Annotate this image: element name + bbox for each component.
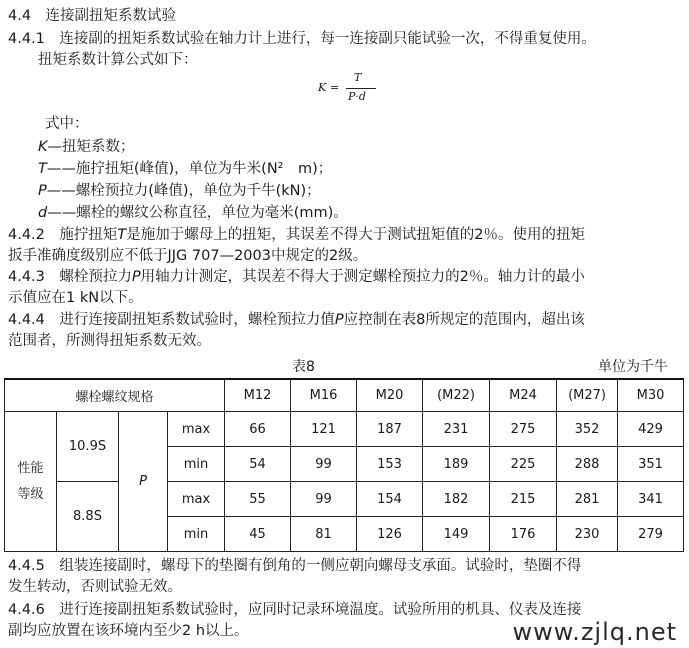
- column-header: M20: [357, 379, 423, 412]
- table-cell: 66: [225, 412, 291, 447]
- site-watermark: www.zjlq.net: [509, 618, 682, 646]
- table-unit: 单位为千牛: [598, 359, 668, 375]
- paragraph-4-4-4-pre: 4.4.4 进行连接副扭矩系数试验时，螺栓预拉力值: [8, 312, 335, 328]
- grade-label: 10.9S: [57, 412, 119, 482]
- table-cell: 429: [618, 412, 684, 447]
- table-cell: 279: [618, 517, 684, 552]
- table-row: [5, 482, 684, 517]
- table-cell: 352: [557, 412, 618, 447]
- table-title: 表8: [292, 359, 315, 375]
- paragraph-4-4-5-line1: 4.4.5 组装连接副时，螺母下的垫圈有倒角的一侧应朝向螺母支承面。试验时，垫圈不得: [8, 558, 582, 574]
- symbol-p-inline-2: P: [334, 312, 344, 328]
- table-cell: 288: [557, 447, 618, 482]
- paragraph-4-4-1-line1: 4.4.1 连接副的扭矩系数试验在轴力计上进行，每一连接副只能试验一次，不得重复使用。: [8, 31, 596, 47]
- table-cell: 154: [357, 482, 423, 517]
- symbol-t: T: [38, 161, 47, 177]
- grade-label: 8.8S: [57, 482, 119, 552]
- column-header: M12: [225, 379, 291, 412]
- column-header: (M27): [557, 379, 618, 412]
- definition-d: [38, 203, 348, 223]
- definition-k: [38, 137, 135, 157]
- paragraph-4-4-2-line1: [8, 225, 585, 245]
- symbol-t-inline: T: [117, 227, 127, 243]
- preload-symbol: P: [119, 412, 168, 552]
- paragraph-4-4-4-post: 应控制在表8所规定的范围内，超出该: [343, 312, 585, 328]
- table-cell: 215: [490, 482, 557, 517]
- paragraph-4-4-1-line2: 扭矩系数计算公式如下：: [38, 52, 198, 68]
- definition-k-text: —扭矩系数；: [47, 139, 135, 155]
- definition-d-text: ——螺栓的螺纹公称直径，单位为毫米(mm)。: [47, 205, 348, 221]
- column-header: M16: [291, 379, 357, 412]
- table-header-row: [5, 379, 684, 412]
- column-header: (M22): [423, 379, 490, 412]
- table-cell: 99: [291, 447, 357, 482]
- preload-range-table: [4, 378, 684, 552]
- formula-numerator: T: [354, 71, 362, 84]
- paragraph-4-4-4-line2: 范围者，所测得扭矩系数无效。: [8, 333, 211, 349]
- table-cell: 187: [357, 412, 423, 447]
- formula-lhs: K: [318, 81, 327, 94]
- bound-label: max: [168, 412, 225, 447]
- table-cell: 189: [423, 447, 490, 482]
- table-cell: 55: [225, 482, 291, 517]
- table-cell: 121: [291, 412, 357, 447]
- table-cell: 182: [423, 482, 490, 517]
- table-cell: 281: [557, 482, 618, 517]
- column-header: M24: [490, 379, 557, 412]
- table-cell: 176: [490, 517, 557, 552]
- table-cell: 225: [490, 447, 557, 482]
- table-cell: 351: [618, 447, 684, 482]
- paragraph-4-4-2-post: 是施加于螺母上的扭矩，其误差不得大于测试扭矩值的2％。使用的扭矩: [126, 227, 585, 243]
- table-cell: 54: [225, 447, 291, 482]
- table-cell: 153: [357, 447, 423, 482]
- table-cell: 231: [423, 412, 490, 447]
- table-cell: 81: [291, 517, 357, 552]
- symbol-p-inline: P: [131, 269, 141, 285]
- paragraph-4-4-3-line2: 示值应在1 kN以下。: [8, 290, 143, 306]
- paragraph-4-4-3-post: 用轴力计测定，其误差不得大于测定螺栓预拉力的2％。轴力计的最小: [140, 269, 585, 285]
- paragraph-4-4-3-line1: [8, 267, 585, 287]
- definition-t: [38, 159, 332, 179]
- table-cell: 275: [490, 412, 557, 447]
- paragraph-4-4-3-pre: 4.4.3 螺栓预拉力: [8, 269, 132, 285]
- symbol-p: P: [38, 183, 47, 199]
- table-cell: 230: [557, 517, 618, 552]
- table-cell: 99: [291, 482, 357, 517]
- table-row: [5, 412, 684, 447]
- where-label: 式中：: [45, 116, 89, 132]
- symbol-d: d: [38, 205, 48, 221]
- bound-label: min: [168, 447, 225, 482]
- definition-p-text: ——螺栓预拉力(峰值)，单位为千牛(kN)；: [46, 183, 321, 199]
- definition-p: [38, 181, 321, 201]
- paragraph-4-4-2-line2: 扳手准确度级别应不低于JJG 707—2003中规定的2级。: [8, 248, 368, 264]
- paragraph-4-4-6-line1: 4.4.6 进行连接副扭矩系数试验时，应同时记录环境温度。试验所用的机具、仪表及连接: [8, 602, 582, 618]
- table-cell: 149: [423, 517, 490, 552]
- bound-label: min: [168, 517, 225, 552]
- header-label: 螺栓螺纹规格: [5, 379, 225, 412]
- table-cell: 341: [618, 482, 684, 517]
- section-title: 4.4 连接副扭矩系数试验: [8, 8, 177, 24]
- definition-t-text: ——施拧扭矩(峰值)，单位为牛米(N² m)；: [46, 161, 333, 177]
- fraction-bar: [346, 88, 376, 89]
- torque-coefficient-formula: [318, 68, 388, 108]
- paragraph-4-4-5-line2: 发生转动，否则试验无效。: [8, 579, 182, 595]
- symbol-k: K: [38, 139, 48, 155]
- paragraph-4-4-6-line2: 副均应放置在该环境内至少2 h以上。: [8, 623, 249, 639]
- column-header: M30: [618, 379, 684, 412]
- table-cell: 45: [225, 517, 291, 552]
- formula-equals: =: [330, 81, 340, 94]
- paragraph-4-4-4-line1: [8, 310, 585, 330]
- paragraph-4-4-2-pre: 4.4.2 施拧扭矩: [8, 227, 118, 243]
- performance-grade-label: 性能等级: [5, 412, 57, 552]
- bound-label: max: [168, 482, 225, 517]
- formula-denominator: P·d: [348, 90, 366, 103]
- table-cell: 126: [357, 517, 423, 552]
